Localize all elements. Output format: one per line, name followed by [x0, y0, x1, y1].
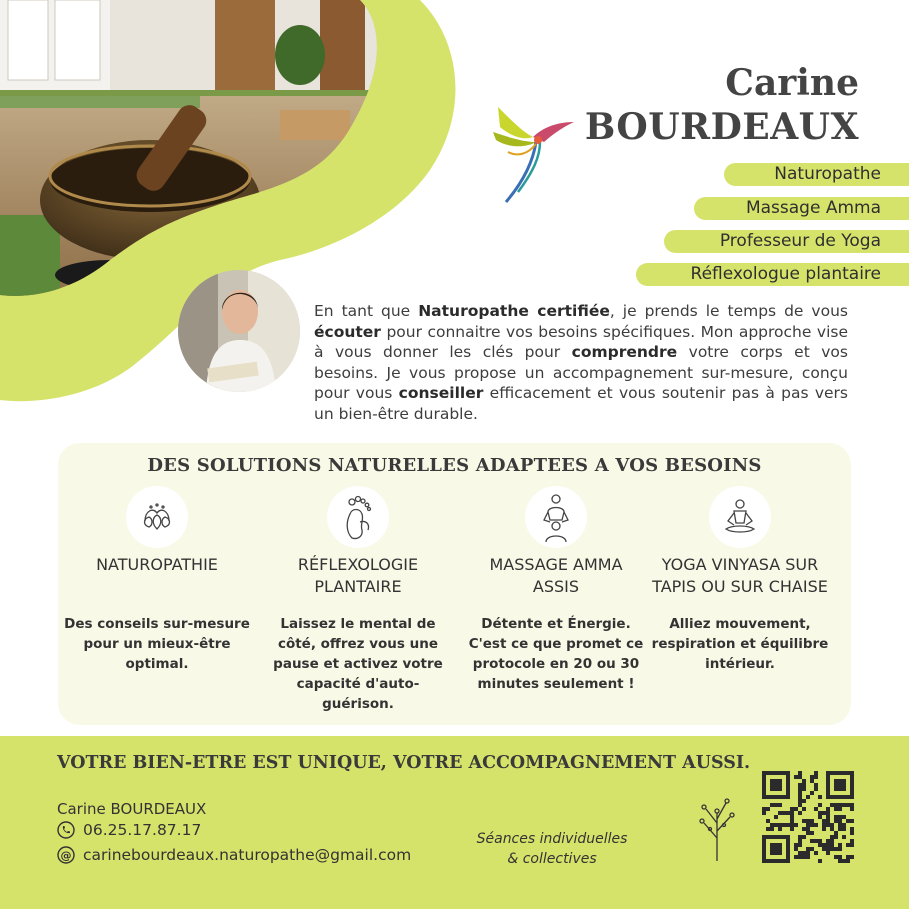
bold-ecouter: écouter: [314, 322, 381, 341]
tag-massage-amma: Massage Amma: [694, 197, 909, 220]
massage-icon: [525, 486, 587, 548]
solution-title: NATUROPATHIE: [96, 555, 218, 574]
foot-icon: [327, 486, 389, 548]
contact-name: Carine BOURDEAUX: [57, 800, 207, 818]
solution-yoga: YOGA VINYASA SUR TAPIS OU SUR CHAISE Alliez mouvement, respiration et équilibre intérieur.: [640, 486, 840, 674]
solution-title: RÉFLEXOLOGIE: [297, 555, 419, 574]
tag-professeur-yoga: Professeur de Yoga: [664, 230, 909, 253]
solution-desc: Des conseils sur-mesure pour un mieux-être optimal.: [64, 616, 250, 672]
solution-title: YOGA VINYASA SUR: [661, 555, 819, 574]
qr-code[interactable]: [762, 771, 854, 863]
bold-conseiller: conseiller: [398, 384, 484, 402]
solution-desc: Laissez le mental de côté, offrez vous une pause et activez votre capacité d'auto- guérison.: [273, 616, 443, 712]
at-icon: [57, 846, 75, 864]
solution-reflexologie: RÉFLEXOLOGIE PLANTAIRE Laissez le mental de côté, offrez vous une pause et activez votre capacité d'auto- guérison.: [258, 486, 458, 714]
first-name: Carine: [725, 62, 859, 104]
bold-naturopathe-certifiee: Naturopathe certifiée: [418, 302, 610, 320]
solutions-title: DES SOLUTIONS NATURELLES ADAPTEES A VOS BESOINS: [147, 455, 762, 476]
plant-icon: [692, 793, 742, 863]
phone-number[interactable]: 06.25.17.87.17: [83, 821, 202, 839]
sessions-note: Séances individuelles & collectives: [476, 831, 628, 867]
leaves-icon: [126, 486, 188, 548]
solution-naturopathie: [57, 486, 257, 674]
phone-line[interactable]: [57, 821, 201, 839]
last-name: BOURDEAUX: [584, 106, 859, 148]
phone-icon: [57, 821, 75, 839]
tag-naturopathe: Naturopathe: [724, 163, 909, 186]
bold-comprendre: comprendre: [571, 343, 678, 361]
email-line[interactable]: [57, 846, 411, 864]
yoga-icon: [709, 486, 771, 548]
solution-massage-amma: MASSAGE AMMA ASSIS Détente et Énergie. C'est ce que promet ce protocole en 20 ou 30 minutes seulement !: [456, 486, 656, 694]
tag-reflexologue: Réflexologue plantaire: [636, 263, 909, 286]
email-address[interactable]: carinebourdeaux.naturopathe@gmail.com: [83, 846, 412, 864]
svg-text:@: @: [60, 849, 72, 862]
hummingbird-logo: [478, 102, 578, 212]
solution-title: MASSAGE AMMA: [489, 555, 623, 574]
footer-title: VOTRE BIEN-ETRE EST UNIQUE, VOTRE ACCOMPAGNEMENT AUSSI.: [57, 753, 751, 773]
portrait-photo: [178, 270, 300, 392]
intro-paragraph: En tant que Naturopathe certifiée, je prends le temps de vous écouter pour connaitre vos besoins spécifiques. Mon approche vise à vous donner les clés pour comprendre votre corps et vos besoins. Je vous propose un accompagnement sur-mesure, conçu pour vous conseiller efficacement et vous soutenir pas à pas vers un bien-être durable.: [314, 302, 848, 423]
solution-desc: Détente et Énergie. C'est ce que promet ce protocole en 20 ou 30 minutes seulement !: [468, 616, 644, 692]
solution-desc: Alliez mouvement, respiration et équilibre intérieur.: [651, 616, 829, 672]
